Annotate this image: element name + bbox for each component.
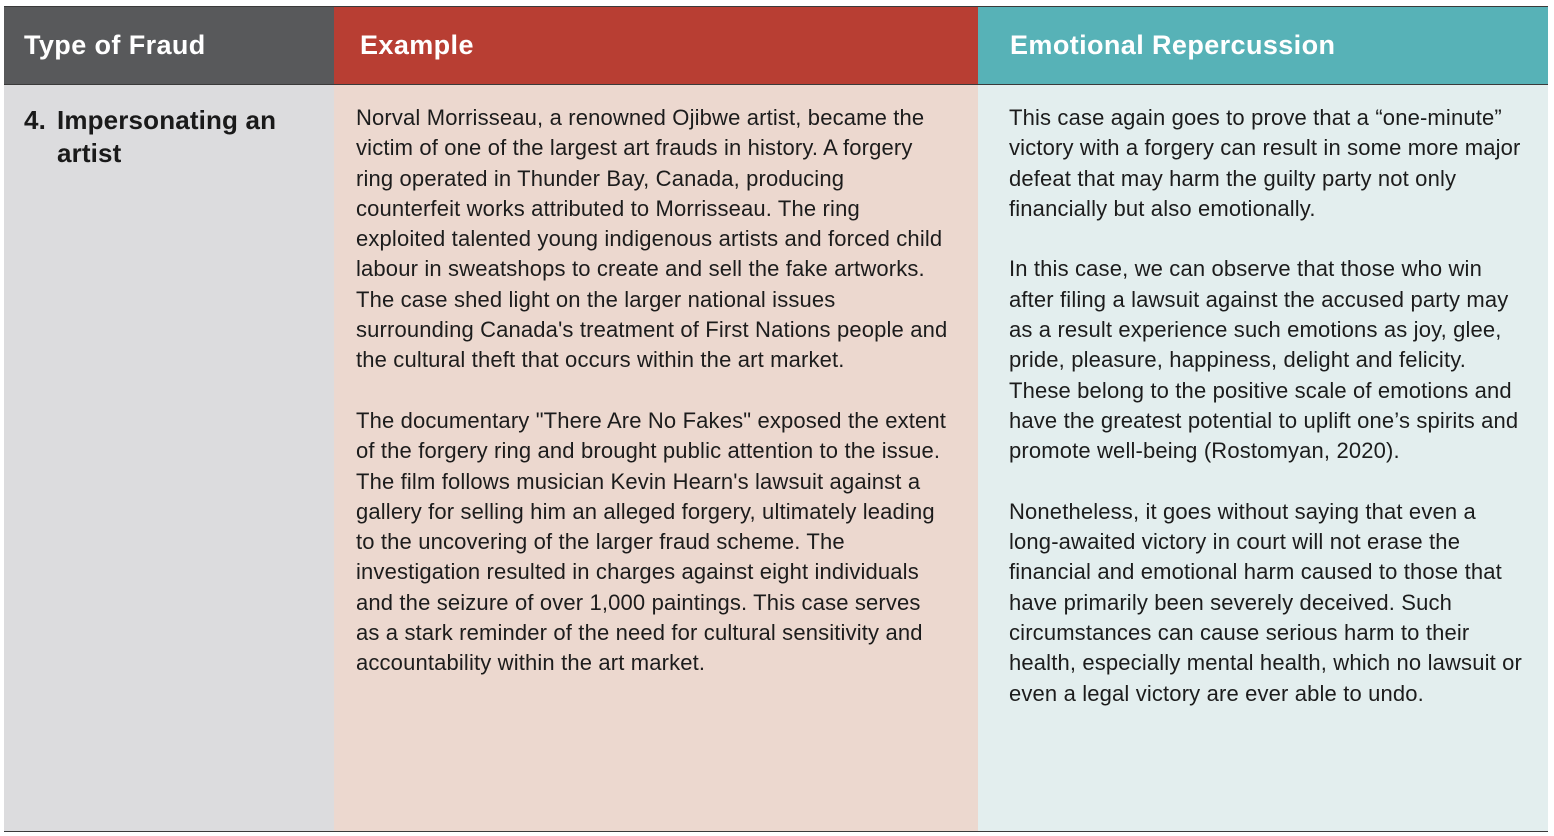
fraud-type-number: 4. [24, 105, 46, 135]
fraud-type-name: Impersonating an artist [57, 105, 277, 168]
fraud-table [4, 6, 1548, 832]
cell-example [334, 85, 978, 831]
cell-fraud-type [4, 85, 334, 831]
example-paragraph: The documentary "There Are No Fakes" exposed the extent of the forgery ring and brought public attention to the issue. The film follows musician Kevin Hearn's lawsuit against a gallery for selling him an alleged forgery, ultimately leading to the uncovering of the larger fraud scheme. The investigation resulted in charges against eight individuals and the seizure of over 1,000 paintings. This case serves as a stark reminder of the need for cultural sensitivity and accountability within the art market. [356, 407, 947, 676]
header-emotional-repercussion: Emotional Repercussion [978, 7, 1548, 85]
repercussion-paragraph: This case again goes to prove that a “one-minute” victory with a forgery can result in some more major defeat that may harm the guilty party not only financially but also emotionally. [1009, 105, 1521, 221]
repercussion-paragraph: In this case, we can observe that those who win after filing a lawsuit against the accused party may as a result experience such emotions as joy, glee, pride, pleasure, happiness, delight and felicity. These belong to the positive scale of emotions and have the greatest potential to uplift one’s spirits and promote well-being (Rostomyan, 2020). [1009, 256, 1519, 464]
example-paragraph: Norval Morrisseau, a renowned Ojibwe artist, became the victim of one of the largest art frauds in history. A forgery ring operated in Thunder Bay, Canada, producing counterfeit works attributed to Morrisseau. The ring exploited talented young indigenous artists and forced child labour in sweatshops to create and sell the fake artworks. The case shed light on the larger national issues surrounding Canada's treatment of First Nations people and the cultural theft that occurs within the art market. [356, 105, 948, 373]
cell-emotional-repercussion [978, 85, 1548, 831]
repercussion-paragraph: Nonetheless, it goes without saying that even a long-awaited victory in court will not erase the financial and emotional harm caused to those that have primarily been severely deceived. Such circumstances can cause serious harm to their health, especially mental health, which no lawsuit or even a legal victory are ever able to undo. [1009, 498, 1523, 706]
header-example: Example [334, 7, 978, 85]
fraud-type-label [24, 104, 324, 170]
header-type-of-fraud: Type of Fraud [4, 7, 334, 85]
